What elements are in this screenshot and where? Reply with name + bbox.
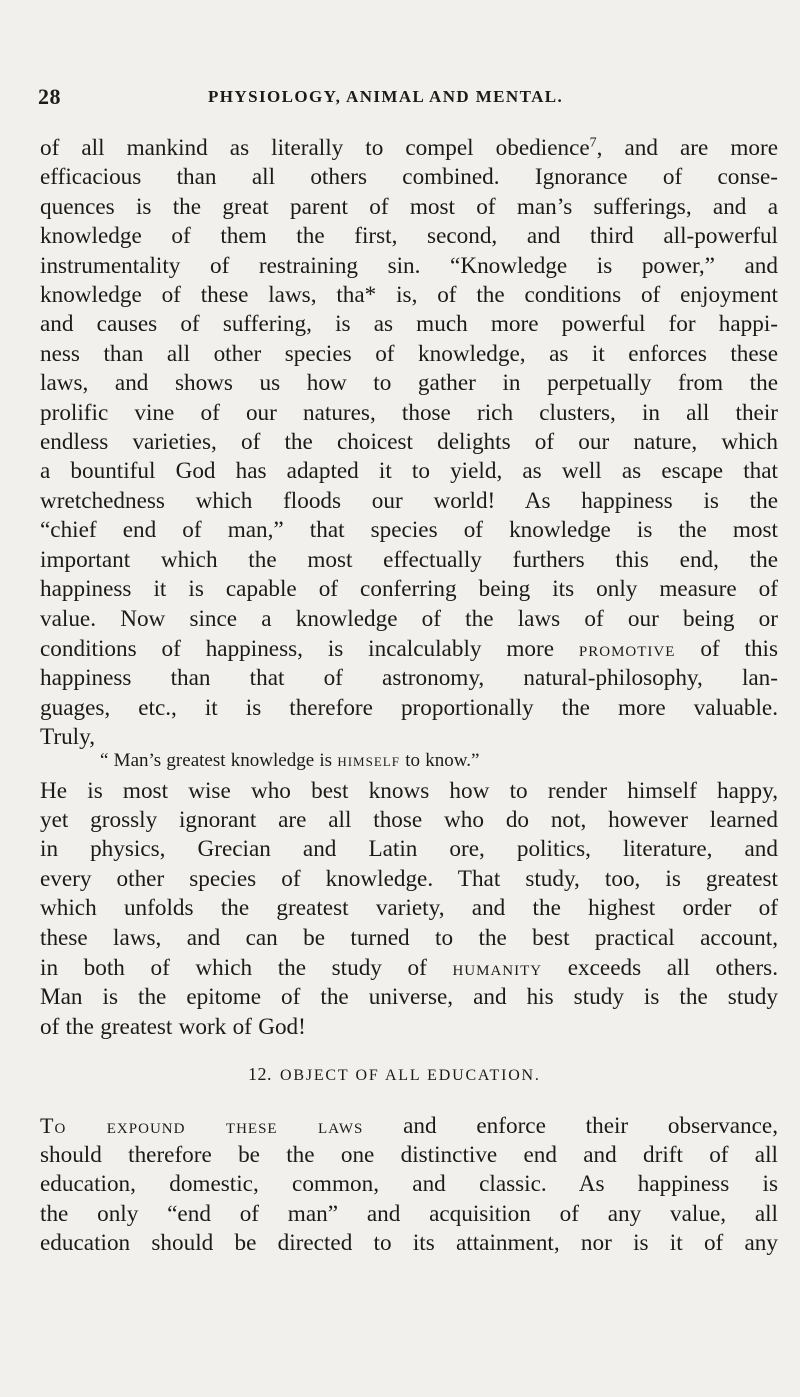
- text-line: efficacious than all others combined. Ignorance of conse-: [40, 164, 778, 191]
- text-line: prolific vine of our natures, those rich clusters, in all their: [40, 399, 778, 426]
- body-text: [40, 134, 778, 1259]
- section-heading: [40, 1060, 778, 1090]
- text-line: “chief end of man,” that species of knowledge is the most: [40, 517, 778, 544]
- text-line: of the greatest work of God!: [40, 1013, 306, 1040]
- text-line: endless varieties, of the choicest delights of our nature, which: [40, 429, 778, 456]
- section-title: OBJECT OF ALL EDUCATION.: [280, 1067, 541, 1085]
- text-line: of all mankind as literally to compel obedience$^7$, and are more: [40, 135, 778, 161]
- text-line: conditions of happiness, is incalculably more promotive of this: [40, 635, 779, 662]
- text-line: laws, and shows us how to gather in perpetually from the: [40, 370, 778, 397]
- section-number: 12.: [248, 1064, 272, 1085]
- text-line: yet grossly ignorant are all those who do not, however learned: [40, 806, 778, 833]
- text-line: education should be directed to its attainment, nor is it of any: [40, 1230, 778, 1257]
- text-line: every other species of knowledge. That study, too, is greatest: [40, 865, 778, 892]
- text-line: quences is the great parent of most of man’s sufferings, and a: [40, 193, 778, 220]
- smallcaps-word: promotive: [578, 635, 676, 661]
- text-line: knowledge of these laws, tha* is, of the conditions of enjoyment: [40, 282, 778, 309]
- text-line: which unfolds the greatest variety, and the highest order of: [40, 895, 778, 922]
- text-line: knowledge of them the first, second, and third all-powerful: [40, 223, 778, 250]
- smallcaps-word: humanity: [452, 954, 543, 980]
- text-line: To expound these laws and enforce their observance,: [40, 1112, 779, 1139]
- text-line: these laws, and can be turned to the best practical account,: [40, 924, 778, 951]
- text-line: Truly,: [40, 724, 95, 751]
- text-line: happiness than that of astronomy, natural-philosophy, lan-: [40, 665, 778, 692]
- page-number: 28: [38, 84, 61, 109]
- text-line: in physics, Grecian and Latin ore, politics, literature, and: [40, 836, 778, 863]
- text-line: should therefore be the one distinctive end and drift of all: [40, 1142, 778, 1168]
- text-line: happiness it is capable of conferring being its only measure of: [40, 576, 778, 603]
- text-line: education, domestic, common, and classic. As happiness is: [40, 1171, 778, 1198]
- footnote-marker: 7: [589, 135, 597, 151]
- text-line: instrumentality of restraining sin. “Knowledge is power,” and: [40, 252, 778, 279]
- text-line: guages, etc., it is therefore proportionally the more valuable.: [40, 694, 778, 721]
- block-quote: “ Man’s greatest knowledge is himself to know.”: [100, 749, 480, 771]
- text-line: value. Now since a knowledge of the laws of our being or: [40, 605, 778, 632]
- text-line: in both of which the study of humanity exceeds all others.: [40, 954, 778, 981]
- running-title: PHYSIOLOGY, ANIMAL AND MENTAL.: [208, 87, 564, 106]
- text-line: a bountiful God has adapted it to yield, as well as escape that: [40, 458, 778, 485]
- text-line: and causes of suffering, is as much more powerful for happi-: [40, 311, 778, 338]
- smallcaps-word: himself: [337, 749, 400, 770]
- text-line: He is most wise who best knows how to render himself happy,: [40, 777, 778, 804]
- text-line: wretchedness which floods our world! As happiness is the: [40, 487, 778, 514]
- text-line: Man is the epitome of the universe, and his study is the study: [40, 984, 778, 1011]
- text-line: the only “end of man” and acquisition of any value, all: [40, 1200, 778, 1227]
- text-line: ness than all other species of knowledge, as it enforces these: [40, 340, 778, 367]
- smallcaps-phrase: To expound these laws: [40, 1112, 364, 1138]
- page-header: [38, 84, 778, 118]
- text-line: important which the most effectually furthers this end, the: [40, 546, 778, 573]
